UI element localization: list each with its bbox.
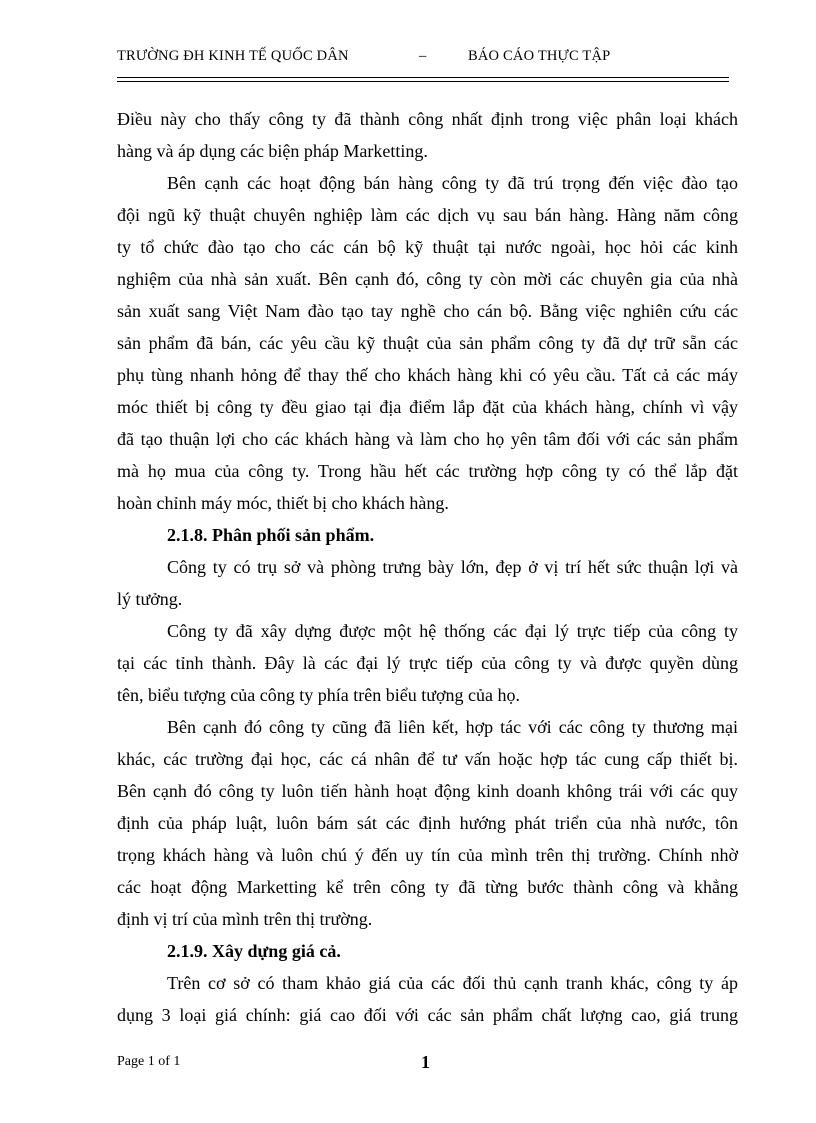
- body-line: hoàn chỉnh máy móc, thiết bị cho khách hàng.: [117, 493, 449, 513]
- header-rule-top: [117, 77, 729, 78]
- header-university: TRƯỜNG ĐH KINH TẾ QUỐC DÂN: [117, 48, 349, 64]
- body-line: Điều này cho thấy công ty đã thành công nhất định trong việc phân loại khách: [117, 109, 738, 129]
- body-line: ty tổ chức đào tạo cho các cán bộ kỹ thuật tại nước ngoài, học hỏi các kinh: [117, 237, 738, 257]
- body-line: lý tưởng.: [117, 589, 183, 609]
- body-line: Công ty có trụ sở và phòng trưng bày lớn, đẹp ở vị trí hết sức thuận lợi và: [167, 557, 738, 577]
- footer-page-label: Page 1 of 1: [117, 1054, 181, 1069]
- header-rule-bottom: [117, 81, 729, 82]
- body-line: định của pháp luật, luôn bám sát các định hướng phát triển của nhà nước, tôn: [117, 813, 738, 833]
- body-line: trọng khách hàng và luôn chú ý đến uy tín của mình trên thị trường. Chính nhờ: [117, 845, 738, 865]
- body-line: tại các tỉnh thành. Đây là các đại lý trực tiếp của công ty và được quyền dùng: [117, 653, 738, 673]
- document-body: [117, 103, 738, 1031]
- body-line: định vị trí của mình trên thị trường.: [117, 909, 373, 929]
- body-line: mà họ mua của công ty. Trong hầu hết các trường hợp công ty có thể lắp đặt: [117, 461, 738, 481]
- body-line: Bên cạnh đó công ty cũng đã liên kết, hợp tác với các công ty thương mại: [167, 717, 738, 737]
- body-line: Bên cạnh các hoạt động bán hàng công ty đã trú trọng đến việc đào tạo: [167, 173, 738, 193]
- body-line: đã tạo thuận lợi cho các khách hàng và làm cho họ yên tâm đối với các sản phẩm: [117, 429, 738, 449]
- body-line: Bên cạnh đó công ty luôn tiến hành hoạt động kinh doanh không trái với các quy: [117, 781, 738, 801]
- body-line: Trên cơ sở có tham khảo giá của các đối thủ cạnh tranh khác, công ty áp: [167, 973, 738, 993]
- body-line: dụng 3 loại giá chính: giá cao đối với các sản phẩm chất lượng cao, giá trung: [117, 1005, 738, 1025]
- body-line: móc thiết bị công ty đều giao tại địa điểm lắp đặt của khách hàng, chính vì vậy: [117, 397, 738, 417]
- body-line: đội ngũ kỹ thuật chuyên nghiệp làm các dịch vụ sau bán hàng. Hàng năm công: [117, 205, 738, 225]
- body-line: sản phẩm đã bán, các yêu cầu kỹ thuật của sản phẩm công ty đã dự trữ sẵn các: [117, 333, 738, 353]
- body-line: tên, biểu tượng của công ty phía trên biểu tượng của họ.: [117, 685, 520, 705]
- footer-page-number: 1: [421, 1052, 430, 1072]
- body-line: Công ty đã xây dựng được một hệ thống các đại lý trực tiếp của công ty: [167, 621, 738, 641]
- body-line: sản xuất sang Việt Nam đào tạo tay nghề cho cán bộ. Bằng việc nghiên cứu các: [117, 301, 738, 321]
- body-line: nghiệm của nhà sản xuất. Bên cạnh đó, công ty còn mời các chuyên gia của nhà: [117, 269, 738, 289]
- body-line: các hoạt động Marketting kể trên công ty đã từng bước thành công và khẳng: [117, 877, 738, 897]
- body-line: khác, các trường đại học, các cá nhân để tư vấn hoặc hợp tác cung cấp thiết bị.: [117, 749, 738, 769]
- body-line: phụ tùng nhanh hỏng để thay thế cho khách hàng khi có yêu cầu. Tất cả các máy: [117, 365, 738, 385]
- running-header: [117, 48, 729, 68]
- section-heading-2-1-8: 2.1.8. Phân phối sản phẩm.: [167, 525, 375, 545]
- body-line: hàng và áp dụng các biện pháp Marketting.: [117, 141, 428, 161]
- header-separator: –: [419, 48, 427, 64]
- section-heading-2-1-9: 2.1.9. Xây dựng giá cả.: [167, 941, 341, 961]
- header-report-title: BÁO CÁO THỰC TẬP: [468, 48, 611, 64]
